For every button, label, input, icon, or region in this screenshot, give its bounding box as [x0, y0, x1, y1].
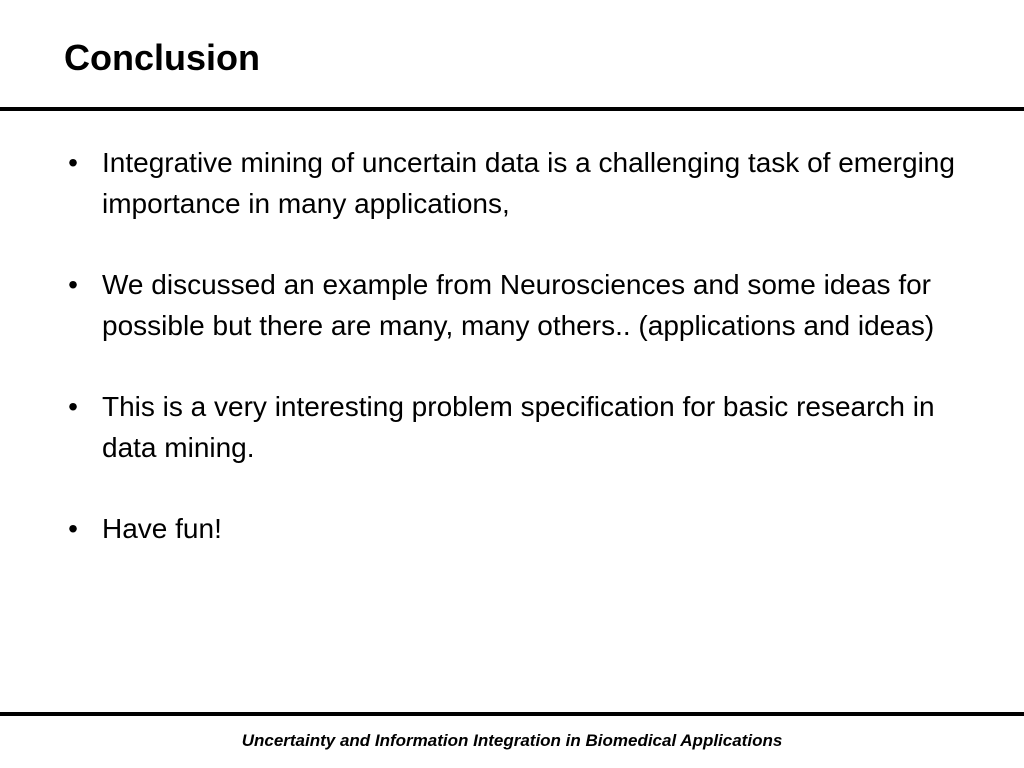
bullet-icon: •	[68, 391, 78, 422]
bullet-text: Integrative mining of uncertain data is a challenging task of emerging importance in many applications,	[102, 147, 955, 219]
bullet-item-2	[58, 264, 978, 346]
bullet-icon: •	[68, 513, 78, 544]
title-divider	[0, 107, 1024, 111]
footer-divider	[0, 712, 1024, 716]
slide-title: Conclusion	[64, 37, 260, 78]
bullet-text: Have fun!	[102, 513, 222, 544]
bullet-text: This is a very interesting problem specification for basic research in data mining.	[102, 391, 935, 463]
bullet-item-4	[58, 508, 978, 549]
slide-footer: Uncertainty and Information Integration in Biomedical Applications	[241, 731, 783, 750]
bullet-text: We discussed an example from Neurosciences and some ideas for possible but there are many, many others.. (applications and ideas)	[102, 269, 935, 341]
bullet-item-1	[58, 142, 978, 224]
bullet-item-3	[58, 386, 978, 468]
bullet-icon: •	[68, 147, 78, 178]
bullet-list	[58, 142, 978, 549]
bullet-icon: •	[68, 269, 78, 300]
